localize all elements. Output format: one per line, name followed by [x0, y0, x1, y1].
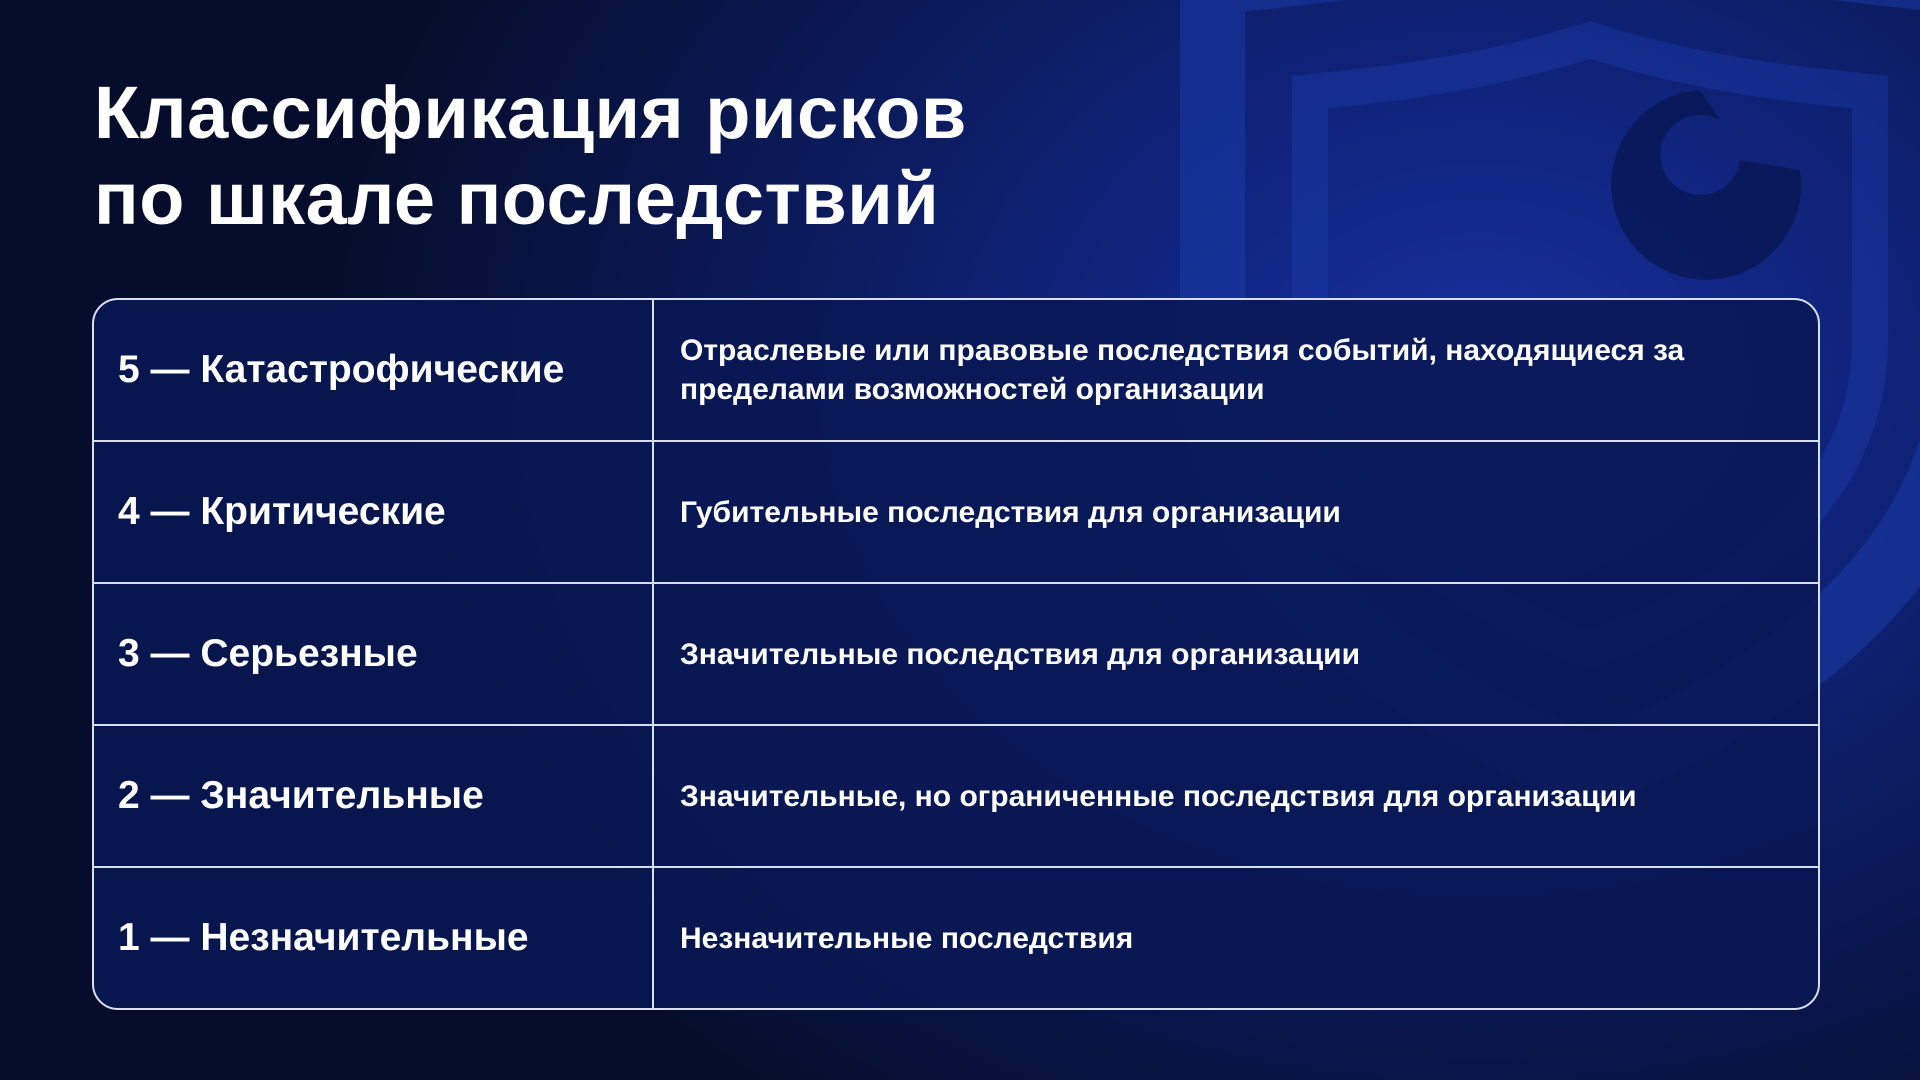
table-row	[94, 868, 1818, 1008]
page-title-line-1: Классификация рисков	[94, 71, 967, 154]
table-row	[94, 584, 1818, 726]
level-cell: 4 — Критические	[94, 442, 654, 582]
table-row	[94, 442, 1818, 584]
level-cell: 3 — Серьезные	[94, 584, 654, 724]
level-cell: 5 — Катастрофические	[94, 300, 654, 440]
page-title-line-2: по шкале последствий	[94, 157, 940, 240]
description-cell: Значительные, но ограниченные последствия для организации	[680, 779, 1637, 813]
description-cell: Отраслевые или правовые последствия событий, находящиеся за пределами возможностей организации	[680, 334, 1685, 406]
description-cell: Значительные последствия для организации	[680, 637, 1361, 671]
page-title	[94, 70, 1294, 242]
risk-consequence-table	[92, 298, 1820, 1010]
level-cell: 2 — Значительные	[94, 726, 654, 866]
description-cell: Губительные последствия для организации	[680, 495, 1341, 529]
description-cell: Незначительные последствия	[680, 921, 1134, 955]
table-row	[94, 726, 1818, 868]
table-row	[94, 300, 1818, 442]
level-cell: 1 — Незначительные	[94, 868, 654, 1008]
